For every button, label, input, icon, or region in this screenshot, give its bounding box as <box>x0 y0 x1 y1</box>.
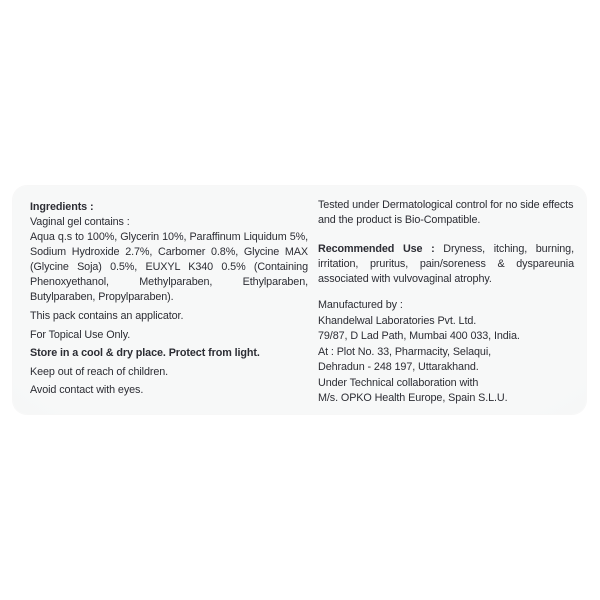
recommended-use-paragraph <box>318 242 574 287</box>
manufactured-by-label: Manufactured by : <box>318 299 403 311</box>
right-column <box>318 198 574 407</box>
eyes-warning: Avoid contact with eyes. <box>30 384 144 396</box>
topical-use-note: For Topical Use Only. <box>30 328 131 341</box>
manufacturer-name: Khandelwal Laboratories Pvt. Ltd. <box>318 314 477 327</box>
collaboration-partner-line: M/s. OPKO Health Europe, Spain S.L.U. <box>318 392 508 404</box>
ingredients-heading: Ingredients : <box>30 201 94 213</box>
manufacturer-address-line: 79/87, D Lad Path, Mumbai 400 033, India. <box>318 330 520 342</box>
storage-note: Store in a cool & dry place. Protect from light. <box>30 347 260 359</box>
left-column <box>30 200 308 398</box>
recommended-use-label: Recommended Use : <box>318 243 435 255</box>
tested-note: Tested under Dermatological control for no side effects and the product is Bio-Compatible. <box>318 199 574 226</box>
children-warning: Keep out of reach of children. <box>30 365 169 378</box>
manufacturer-block <box>318 298 574 407</box>
label-card <box>13 186 586 414</box>
manufacturer-plant-line: At : Plot No. 33, Pharmacity, Selaqui, <box>318 345 492 358</box>
applicator-note: This pack contains an applicator. <box>30 310 184 322</box>
manufacturer-plant-line-2: Dehradun - 248 197, Uttarakhand. <box>318 361 479 373</box>
collaboration-line: Under Technical collaboration with <box>318 376 479 389</box>
contains-line: Vaginal gel contains : <box>30 216 130 228</box>
recommended-use-text: Dryness, itching, burning, irritation, pruritus, pain/soreness & dyspareunia associated with vulvovaginal atrophy. <box>318 243 574 285</box>
composition-paragraph: Aqua q.s to 100%, Glycerin 10%, Paraffinum Liquidum 5%, Sodium Hydroxide 2.7%, Carbomer 0.8%, Glycine MAX (Glycine Soja) 0.5%, EUXYL K340 0.5% (Containing Phenoxyethanol, Methylparaben, Ethylparaben, Butylparaben, Propylparaben). <box>30 231 308 303</box>
